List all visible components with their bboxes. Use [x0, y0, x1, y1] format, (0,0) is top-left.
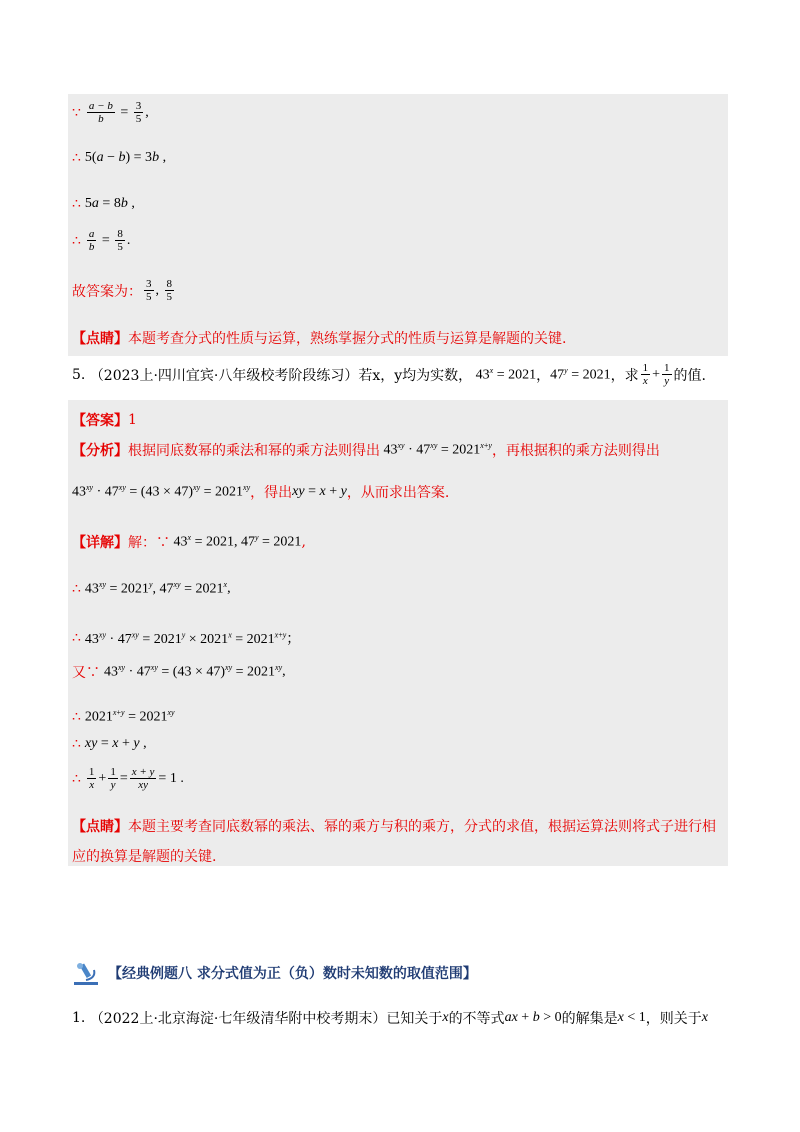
analysis-line-1: 【分析】 根据同底数幂的乘法和幂的乘方法则得出 $43^{xy} \cdot 47^{xy} = 2021^{x+y}$ ，再根据积的乘方法则得出	[72, 441, 660, 459]
detail-step-1: ∴ $43^{xy} = 2021^y$, $47^{xy} = 2021^x$ ,	[72, 580, 231, 597]
step-1: ∴ 5(a − b) = 3b ,	[72, 150, 167, 166]
comment-1: 【点睛】 本题考查分式的性质与运算，熟练掌握分式的性质与运算是解题的关键.	[72, 331, 567, 347]
microscope-icon	[72, 960, 102, 986]
detail-step-3: 又∵ $43^{xy} \cdot 47^{xy} = (43 \times 47)^{xy} = 2021^{xy}$ ,	[72, 663, 286, 681]
since-symbol: ∵	[72, 104, 81, 121]
question-5: 5. （2023上·四川宜宾·八年级校考阶段练习） 若x，y均为实数， $43^x = 2021$ ， $47^y = 2021$ ，求 $\frac{1}{x}$ + $\frac{1}{y}$ 的值.	[72, 362, 706, 387]
final-answer-line: 故答案为： $\frac{3}{5}$ , $\frac{8}{5}$	[72, 278, 172, 303]
step-3: ∴ $\frac{a}{b}$ = $\frac{8}{5}$ .	[72, 228, 131, 253]
answer-line: 【答案】 1	[72, 412, 137, 429]
step-2: ∴ 5a = 8b ,	[72, 196, 135, 212]
detail-step-6: ∴ $\frac{1}{x}$ + $\frac{1}{y}$ = $\frac{x + y}{xy}$ = 1 .	[72, 766, 184, 791]
detail-step-5: ∴ xy = x + y ,	[72, 736, 147, 752]
comment-2: 【点睛】本题主要考查同底数幂的乘法、幂的乘方与积的乘方，分式的求值，根据运算法则将式子进行相应的换算是解题的关键.	[72, 819, 716, 865]
solution-block-1	[68, 94, 728, 356]
detail-step-2: ∴ $43^{xy} \cdot 47^{xy} = 2021^y \times 2021^x = 2021^{x+y}$；	[72, 630, 301, 647]
detail-step-4: ∴ $2021^{x+y} = 2021^{xy}$	[72, 708, 175, 725]
detail-line: 【详解】 解：∵ $43^x = 2021$, $47^y = 2021$ ,	[72, 533, 306, 551]
step-given: ∵ $\frac{a - b}{b}$ = $\frac{3}{5}$ ,	[72, 100, 149, 125]
section-heading: 【经典例题八 求分式值为正（负）数时未知数的取值范围】	[72, 960, 477, 986]
question-1: 1. （2022上·北京海淀·七年级清华附中校考期末） 已知关于 x 的不等式 ax + b > 0 的解集是 x < 1 ，则关于 x	[72, 1010, 708, 1027]
analysis-line-2: $43^{xy} \cdot 47^{xy} = (43 \times 47)^{xy} = 2021^{xy}$ ，得出 xy = x + y ，从而求出答案.	[72, 483, 450, 501]
